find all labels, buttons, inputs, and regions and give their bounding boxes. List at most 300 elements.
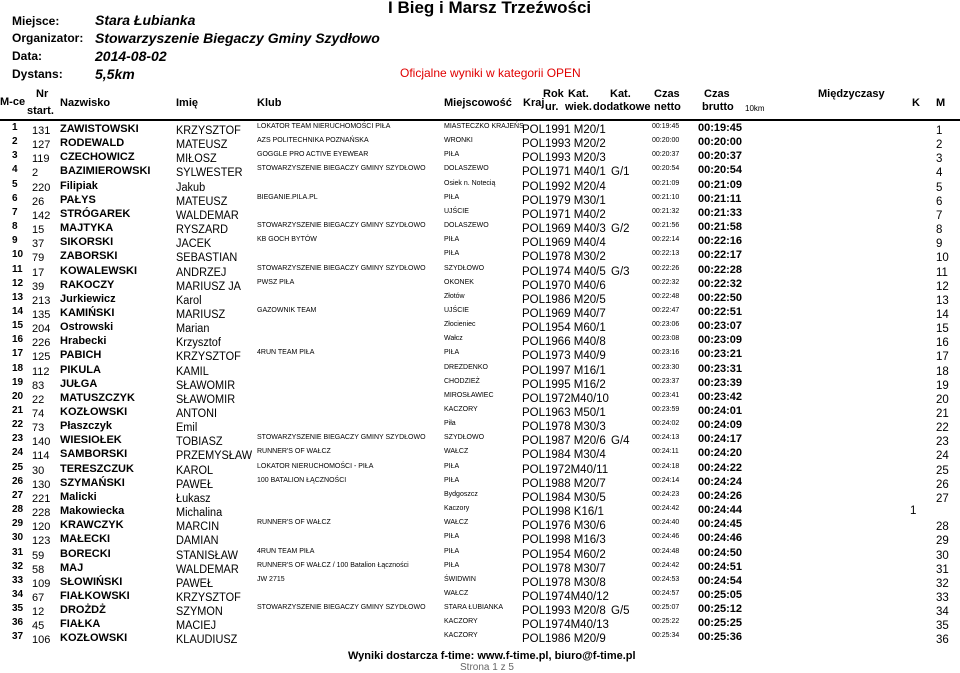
row-bib: 74 [32,408,45,420]
row-m-place: 4 [936,167,943,180]
row-gross-time: 00:24:17 [698,433,743,446]
row-first-name: Michalina [176,507,223,520]
row-m-place: 3 [936,153,943,166]
row-surname: JUŁGA [60,377,98,390]
row-city: SZYDŁOWO [444,264,485,272]
row-net-time: 00:24:46 [652,533,680,541]
row-city: SZYDŁOWO [444,434,485,442]
organizer-label: Organizator: [12,31,84,45]
row-country-year-category: POL1984 M30/5 [522,491,606,504]
row-country-year-category: POL1986 M20/5 [522,293,606,306]
table-row [0,433,960,447]
row-gross-time: 00:22:16 [698,235,743,248]
row-surname: ZAWISTOWSKI [60,123,139,135]
row-net-time: 00:21:09 [652,179,680,187]
table-row [0,447,960,461]
row-surname: PAŁYS [60,193,96,206]
row-surname: PIKULA [60,363,101,376]
row-city: Złocieniec [444,321,476,329]
date-label: Data: [12,49,43,63]
row-bib: 109 [32,577,51,590]
row-bib: 130 [32,478,51,491]
row-country-year-category: POL1988 M20/7 [522,477,606,490]
row-first-name: SEBASTIAN [176,252,238,265]
row-surname: MAJTYKA [60,222,114,235]
header-czas-netto: Czas [654,88,680,100]
table-row [0,235,960,249]
row-m-place: 33 [936,591,949,604]
row-surname: FIAŁKOWSKI [60,589,130,602]
row-net-time: 00:25:22 [652,618,680,626]
row-gross-time: 00:25:25 [698,617,743,630]
row-place: 13 [12,291,24,303]
row-net-time: 00:23:59 [652,406,680,413]
row-surname: PABICH [60,349,102,362]
row-country-year-category: POL1963 M50/1 [522,407,606,419]
row-first-name: RYSZARD [176,224,229,237]
row-net-time: 00:24:13 [652,434,680,442]
row-net-time: 00:24:02 [652,420,680,428]
row-surname: MAŁECKI [60,533,111,546]
row-place: 37 [12,631,24,643]
row-club: STOWARZYSZENIE BIEGACZY GMINY SZYDŁOWO [257,165,426,173]
row-club: STOWARZYSZENIE BIEGACZY GMINY SZYDŁOWO [257,604,426,612]
row-extra-category: G/3 [611,265,630,278]
row-place: 6 [12,192,18,204]
row-gross-time: 00:24:44 [698,504,743,517]
row-net-time: 00:22:13 [652,250,680,258]
row-place: 14 [12,305,24,317]
row-city: DOLASZEWO [444,165,489,173]
row-gross-time: 00:20:54 [698,164,743,177]
row-place: 19 [12,376,24,388]
row-country-year-category: POL1970 M40/6 [522,279,606,292]
row-first-name: Marian [176,323,210,336]
place-label: Miejsce: [12,14,60,28]
row-club: 100 BATALION ŁĄCZNOŚCI [257,476,347,484]
row-m-place: 13 [936,294,949,307]
row-surname: KRAWCZYK [60,519,124,532]
row-city: PIŁA [444,236,460,244]
row-bib: 226 [32,337,51,350]
row-country-year-category: POL1978 M30/8 [522,576,606,589]
row-first-name: KRZYSZTOF [176,591,241,604]
row-gross-time: 00:23:09 [698,334,743,347]
table-row [0,419,960,433]
row-gross-time: 00:23:42 [698,390,743,403]
row-net-time: 00:21:32 [652,207,680,215]
row-net-time: 00:20:00 [652,137,680,145]
row-m-place: 29 [936,535,949,548]
header-miedzyczasy: Międzyczasy [818,88,885,100]
row-city: PIŁA [444,349,460,357]
row-place: 11 [12,263,23,275]
distance-value: 5,5km [95,66,135,82]
row-m-place: 21 [936,408,949,420]
row-country-year-category: POL1993 M20/2 [522,138,606,151]
row-bib: 17 [32,266,45,279]
row-net-time: 00:21:56 [652,222,680,230]
row-first-name: MATEUSZ [176,195,228,208]
row-first-name: PRZEMYSŁAW [176,450,253,463]
row-bib: 114 [32,450,50,463]
table-row [0,405,960,419]
table-row [0,150,960,164]
page-subtitle: Oficjalne wyniki w kategorii OPEN [400,66,581,80]
row-city: PIŁA [444,462,460,470]
row-city: PIŁA [444,151,460,159]
row-first-name: ANTONI [176,408,218,420]
row-net-time: 00:24:40 [652,519,680,527]
row-net-time: 00:24:23 [652,490,680,498]
row-first-name: SŁAWOMIR [176,379,236,392]
header-divider [0,119,960,121]
row-city: Bydgoszcz [444,490,478,498]
row-place: 22 [12,419,24,431]
row-m-place: 14 [936,308,949,321]
row-city: WAŁCZ [444,448,469,456]
row-gross-time: 00:21:33 [698,206,743,219]
row-first-name: MATEUSZ [176,139,228,152]
header-m: M [936,97,946,109]
row-surname: Malicki [60,490,97,503]
footer-credit: Wyniki dostarcza f-time: www.f-time.pl, biuro@f-time.pl [348,650,636,662]
row-gross-time: 00:24:50 [698,546,743,559]
row-net-time: 00:23:08 [652,335,680,343]
row-bib: 2 [32,167,39,180]
row-first-name: MIŁOSZ [176,153,217,166]
row-bib: 79 [32,252,45,265]
row-city: WRONKI [444,137,473,145]
header-k: K [912,97,920,109]
row-place: 10 [12,249,24,261]
distance-label: Dystans: [12,67,63,81]
row-net-time: 00:24:48 [652,547,680,555]
header-ur: ur. [545,101,559,113]
row-bib: 125 [32,351,51,364]
row-club: STOWARZYSZENIE BIEGACZY GMINY SZYDŁOWO [257,222,426,230]
row-first-name: PAWEŁ [176,478,214,491]
table-row [0,348,960,362]
row-country-year-category: POL1971 M40/1 [522,166,606,179]
row-gross-time: 00:24:09 [698,419,743,432]
row-gross-time: 00:24:46 [698,532,743,545]
row-club: GOGGLE PRO ACTIVE EYEWEAR [257,151,369,159]
row-bib: 22 [32,393,45,406]
row-surname: RODEWALD [60,137,125,150]
row-m-place: 19 [936,379,949,392]
row-net-time: 00:22:32 [652,278,680,286]
row-first-name: MARCIN [176,521,220,534]
row-extra-category: G/4 [611,435,630,448]
row-first-name: SYLWESTER [176,167,243,180]
row-first-name: KLAUDIUSZ [176,634,238,647]
row-club: RUNNER'S OF WAŁCZ / 100 Batalion Łączności [257,561,409,569]
row-gross-time: 00:23:21 [698,348,743,361]
row-m-place: 5 [936,181,943,194]
row-city: Piła [444,420,456,428]
row-country-year-category: POL1997 M16/1 [522,364,606,377]
row-surname: KOZŁOWSKI [60,406,128,418]
row-bib: 131 [32,125,51,137]
row-city: PIŁA [444,476,460,484]
row-bib: 26 [32,195,45,208]
row-net-time: 00:22:48 [652,292,680,300]
row-city: Wałcz [444,335,463,343]
row-first-name: Krzysztof [176,337,221,350]
row-country-year-category: POL1974M40/13 [522,619,609,632]
row-place: 5 [12,178,18,190]
place-value: Stara Łubianka [95,12,196,28]
row-gross-time: 00:24:26 [698,489,743,502]
row-surname: Jurkiewicz [60,292,116,305]
row-m-place: 15 [936,323,949,336]
row-gross-time: 00:20:37 [698,150,743,163]
row-surname: SAMBORSKI [60,448,128,461]
table-row [0,617,960,631]
row-gross-time: 00:25:36 [698,631,743,644]
row-country-year-category: POL1978 M30/3 [522,421,606,434]
row-place: 27 [12,489,24,501]
row-city: ŚWIDWIN [444,575,476,583]
row-place: 3 [12,150,18,162]
page-title: I Bieg i Marsz Trzeźwości [388,0,592,17]
row-country-year-category: POL1969 M40/3 [522,223,606,236]
row-net-time: 00:24:53 [652,575,680,583]
table-row [0,532,960,546]
row-surname: MATUSZCZYK [60,391,135,404]
row-city: DREZDENKO [444,363,488,371]
row-first-name: KAMIL [176,365,209,378]
row-bib: 15 [32,224,45,237]
table-row [0,561,960,575]
row-first-name: KAROL [176,464,214,477]
row-country-year-category: POL1993 M20/3 [522,152,606,165]
table-row [0,363,960,377]
row-surname: Ostrowski [60,321,114,334]
row-gross-time: 00:25:05 [698,588,743,601]
row-place: 29 [12,518,24,530]
row-bib: 204 [32,323,51,336]
row-surname: SIKORSKI [60,236,114,249]
row-m-place: 10 [936,252,949,265]
row-place: 36 [12,617,24,629]
row-first-name: STANISŁAW [176,549,238,562]
table-row [0,136,960,150]
row-first-name: MARIUSZ JA [176,280,241,293]
row-country-year-category: POL1972M40/10 [522,392,609,405]
header-klub: Klub [257,97,282,109]
row-m-place: 36 [936,634,949,647]
row-surname: KOZŁOWSKI [60,632,128,645]
row-place: 31 [12,546,24,558]
table-row [0,320,960,334]
row-bib: 83 [32,379,45,392]
row-first-name: Jakub [176,181,206,194]
row-gross-time: 00:19:45 [698,122,743,134]
row-surname: Makowiecka [60,505,125,518]
row-place: 15 [12,320,24,332]
row-m-place: 17 [936,351,949,364]
row-place: 26 [12,475,24,487]
table-row [0,631,960,645]
row-net-time: 00:23:41 [652,391,680,399]
table-row [0,377,960,391]
row-bib: 59 [32,549,45,562]
row-country-year-category: POL1973 M40/9 [522,350,606,363]
row-surname: KOWALEWSKI [60,264,137,277]
row-m-place: 32 [936,577,949,590]
row-place: 18 [12,362,24,374]
row-first-name: ANDRZEJ [176,266,227,279]
row-club: LOKATOR TEAM NIERUCHOMOŚCI PIŁA [257,123,391,130]
row-place: 9 [12,235,18,247]
row-gross-time: 00:24:51 [698,560,743,573]
table-row [0,264,960,278]
row-gross-time: 00:21:58 [698,221,743,234]
row-first-name: JACEK [176,238,212,251]
row-gross-time: 00:21:11 [698,192,742,205]
row-surname: FIAŁKA [60,618,101,631]
row-city: WAŁCZ [444,519,469,527]
row-place: 21 [12,405,24,416]
row-club: STOWARZYSZENIE BIEGACZY GMINY SZYDŁOWO [257,264,426,272]
table-row [0,391,960,405]
row-net-time: 00:24:18 [652,462,680,470]
row-place: 17 [12,348,24,360]
row-place: 24 [12,447,24,459]
row-surname: Hrabecki [60,335,107,348]
header-mce: M-ce [0,96,26,108]
row-place: 23 [12,433,24,445]
row-gross-time: 00:23:39 [698,376,743,389]
row-place: 8 [12,221,18,233]
row-m-place: 7 [936,209,943,222]
row-bib: 127 [32,139,51,152]
row-net-time: 00:22:47 [652,306,680,314]
table-row [0,278,960,292]
row-city: PIŁA [444,561,460,569]
row-place: 4 [12,164,18,176]
row-bib: 140 [32,436,51,449]
row-country-year-category: POL1991 M20/1 [522,124,606,136]
row-net-time: 00:22:14 [652,236,680,244]
row-city: UJŚCIE [444,306,469,314]
row-m-place: 20 [936,393,949,406]
row-gross-time: 00:24:54 [698,574,743,587]
row-m-place: 2 [936,139,943,152]
row-city: Złotów [444,292,465,300]
page-number: Strona 1 z 5 [460,662,514,673]
row-bib: 12 [32,606,45,619]
row-club: KB GOCH BYTÓW [257,236,317,244]
row-gross-time: 00:24:20 [698,447,743,460]
date-value: 2014-08-02 [95,48,167,64]
row-country-year-category: POL1972M40/11 [522,463,609,476]
row-gross-time: 00:22:28 [698,263,743,276]
row-first-name: MARIUSZ [176,308,226,321]
row-surname: CZECHOWICZ [60,151,135,164]
row-first-name: WALDEMAR [176,563,239,576]
header-netto: netto [654,101,681,113]
row-gross-time: 00:20:00 [698,136,743,149]
row-net-time: 00:19:45 [652,123,680,130]
row-bib: 221 [32,492,51,505]
row-country-year-category: POL1954 M60/1 [522,322,606,335]
row-m-place: 30 [936,549,949,562]
table-row [0,334,960,348]
row-gross-time: 00:22:51 [698,305,743,318]
row-country-year-category: POL1979 M30/1 [522,194,606,207]
table-row [0,193,960,207]
row-m-place: 31 [936,563,949,576]
row-bib: 39 [32,280,45,293]
header-rok: Rok [543,88,564,100]
row-city: Kaczory [444,505,470,513]
row-net-time: 00:22:26 [652,264,680,272]
row-m-place: 8 [936,224,943,237]
row-place: 28 [12,504,24,516]
row-place: 30 [12,532,24,544]
row-club: 4RUN TEAM PIŁA [257,349,315,357]
row-net-time: 00:24:11 [652,448,679,456]
row-net-time: 00:24:14 [652,476,680,484]
row-country-year-category: POL1969 M40/4 [522,237,606,250]
header-czas-brutto: Czas [704,88,730,100]
row-city: MIROSŁAWIEC [444,391,494,399]
row-place: 34 [12,588,24,600]
row-city: MIASTECZKO KRAJEŃS [444,123,524,130]
row-first-name: TOBIASZ [176,436,223,449]
row-country-year-category: POL1966 M40/8 [522,336,606,349]
header-split-10km: 10km [745,104,765,113]
row-first-name: KRZYSZTOF [176,125,241,137]
row-m-place: 34 [936,606,949,619]
header-nr: Nr [36,88,49,100]
row-club: JW 2715 [257,575,285,583]
table-row [0,122,960,136]
header-kraj: Kraj [523,97,545,109]
row-surname: RAKOCZY [60,278,115,291]
row-place: 33 [12,574,24,586]
row-gross-time: 00:23:31 [698,362,743,375]
row-bib: 123 [32,535,51,548]
row-m-place: 16 [936,337,949,350]
row-first-name: Łukasz [176,492,211,505]
row-net-time: 00:23:16 [652,349,680,357]
table-row [0,306,960,320]
row-gross-time: 00:22:17 [698,249,743,262]
row-m-place: 23 [936,436,949,449]
row-bib: 112 [32,365,50,378]
row-m-place: 35 [936,620,949,633]
row-bib: 119 [32,153,50,166]
row-surname: BORECKI [60,547,111,560]
row-surname: ZABORSKI [60,250,118,263]
row-country-year-category: POL1986 M20/9 [522,633,606,646]
row-m-place: 1 [936,125,943,137]
row-first-name: Karol [176,294,202,307]
table-row [0,462,960,476]
table-row [0,589,960,603]
row-country-year-category: POL1971 M40/2 [522,208,606,221]
row-club: LOKATOR NIERUCHOMOŚCI - PIŁA [257,462,374,470]
row-bib: 213 [32,294,51,307]
row-place: 7 [12,206,18,218]
row-city: CHODZIEŻ [444,377,480,385]
table-row [0,504,960,518]
row-bib: 228 [32,507,51,520]
